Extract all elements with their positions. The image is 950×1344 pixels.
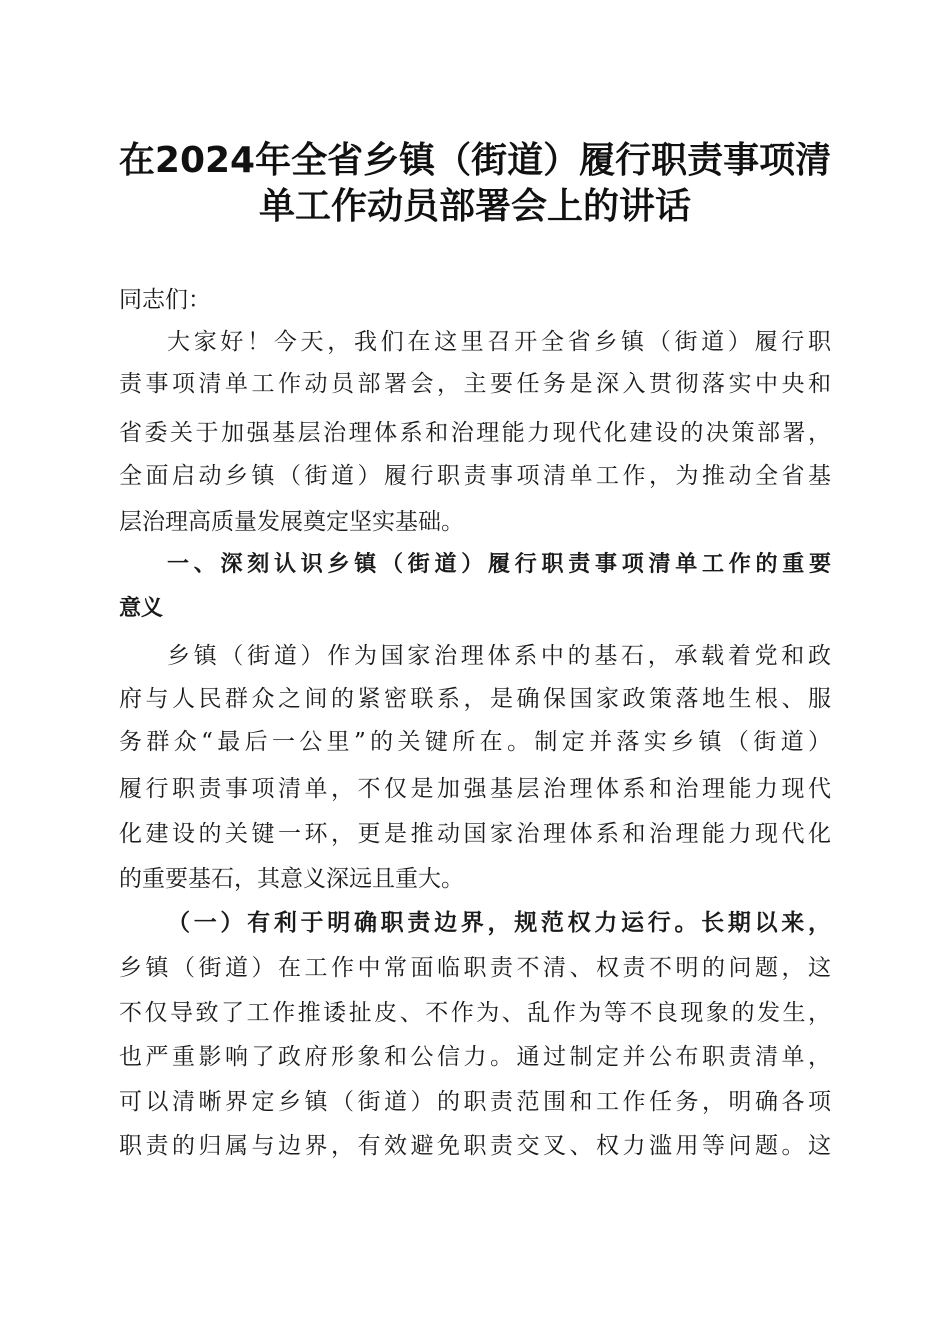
intro-line: 省委关于加强基层治理体系和治理能力现代化建设的决策部署， (119, 420, 831, 446)
subsection-line: 职责的归属与边界，有效避免职责交叉、权力滥用等问题。这 (119, 1133, 831, 1159)
subsection-line: 不仅导致了工作推诿扯皮、不作为、乱作为等不良现象的发生， (119, 1000, 831, 1026)
paragraph-line: 化建设的关键一环，更是推动国家治理体系和治理能力现代化 (119, 821, 831, 847)
subsection-line: 可以清晰界定乡镇（街道）的职责范围和工作任务，明确各项 (119, 1089, 831, 1115)
intro-line: 全面启动乡镇（街道）履行职责事项清单工作，为推动全省基 (119, 463, 831, 489)
document-title-line-2: 单工作动员部署会上的讲话 (258, 186, 691, 227)
section-heading: 意义 (119, 596, 164, 621)
salutation: 同志们： (119, 287, 211, 313)
paragraph-line: 府与人民群众之间的紧密联系，是确保国家政策落地生根、服 (119, 686, 831, 712)
intro-line: 层治理高质量发展奠定坚实基础。 (119, 509, 464, 535)
paragraph-line: 履行职责事项清单，不仅是加强基层治理体系和治理能力现代 (119, 776, 831, 802)
subsection-line: （一）有利于明确职责边界，规范权力运行。长期以来， (167, 909, 831, 936)
paragraph-line: 的重要基石，其意义深远且重大。 (119, 866, 464, 892)
document-title-line-1: 在2024年全省乡镇（街道）履行职责事项清 (118, 140, 832, 181)
paragraph-line: 乡镇（街道）作为国家治理体系中的基石，承载着党和政 (167, 643, 831, 669)
intro-line: 责事项清单工作动员部署会，主要任务是深入贯彻落实中央和 (119, 371, 831, 397)
intro-line: 大家好！今天，我们在这里召开全省乡镇（街道）履行职 (167, 329, 831, 355)
subsection-line: 乡镇（街道）在工作中常面临职责不清、权责不明的问题，这 (119, 955, 831, 981)
paragraph-line: 务群众“最后一公里”的关键所在。制定并落实乡镇（街道） (119, 729, 831, 755)
section-heading: 一、深刻认识乡镇（街道）履行职责事项清单工作的重要 (167, 552, 831, 577)
subsection-line: 也严重影响了政府形象和公信力。通过制定并公布职责清单， (119, 1044, 831, 1070)
